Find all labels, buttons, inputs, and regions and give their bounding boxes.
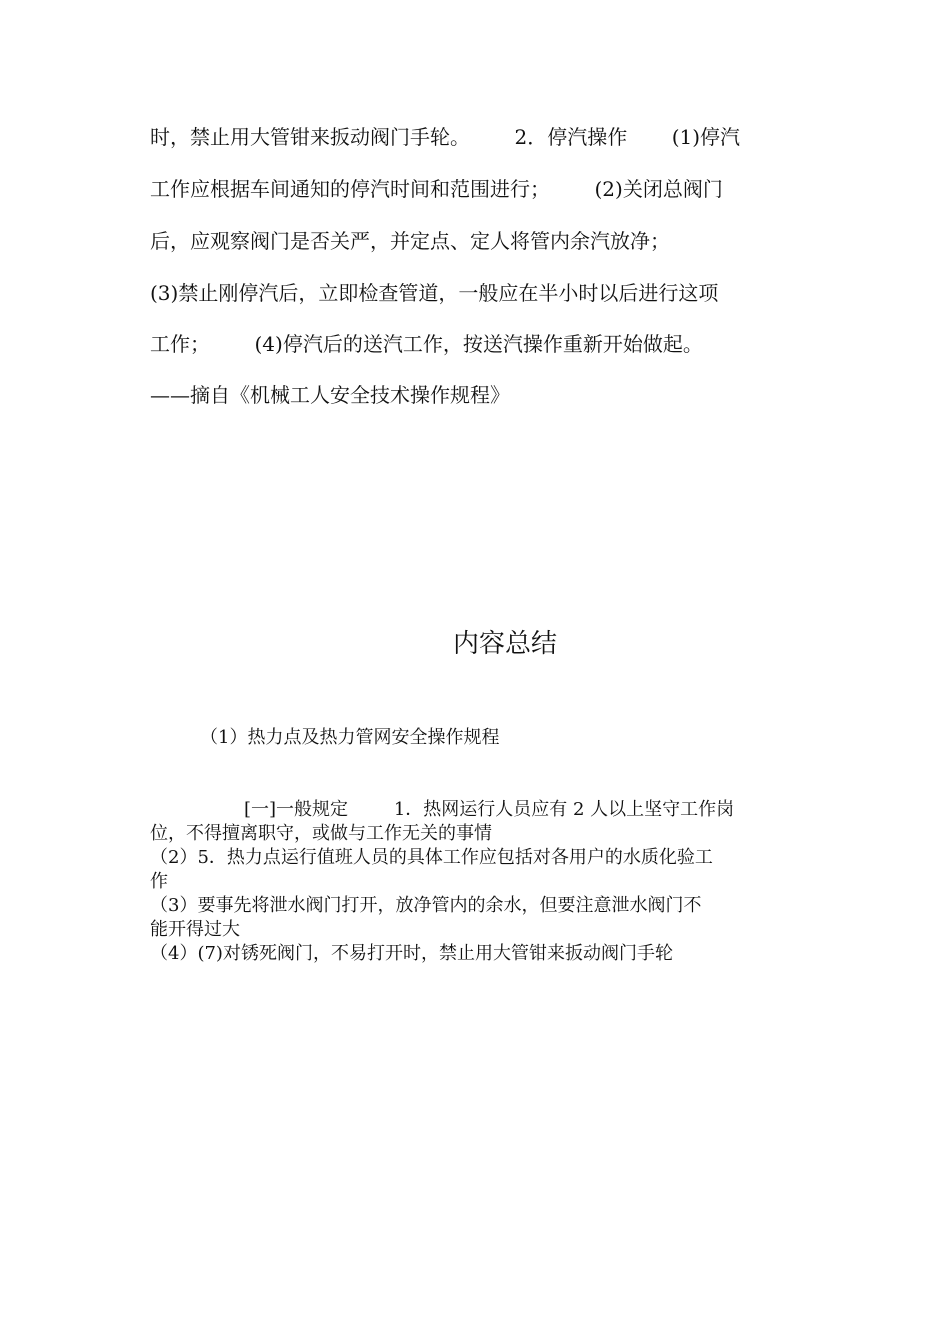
summary-line-3: （2）5．热力点运行值班人员的具体工作应包括对各用户的水质化验工	[150, 847, 713, 868]
body-text-line-2: 工作应根据车间通知的停汽时间和范围进行； (2)关闭总阀门	[150, 177, 723, 201]
summary-line-2: 位，不得擅离职守，或做与工作无关的事情	[150, 823, 492, 844]
body-text-line-3: 后，应观察阀门是否关严，并定点、定人将管内余汽放净；	[150, 229, 670, 253]
summary-line-5: （3）要事先将泄水阀门打开，放净管内的余水，但要注意泄水阀门不	[150, 895, 702, 916]
summary-line-7: （4）(7)对锈死阀门，不易打开时，禁止用大管钳来扳动阀门手轮	[150, 943, 673, 964]
summary-line-6: 能开得过大	[150, 919, 240, 940]
body-text-line-1: 时，禁止用大管钳来扳动阀门手轮。 2．停汽操作 (1)停汽	[150, 125, 741, 149]
summary-heading: （1）热力点及热力管网安全操作规程	[200, 727, 500, 748]
body-text-line-5: 工作； (4)停汽后的送汽工作，按送汽操作重新开始做起。	[150, 332, 703, 356]
body-text-line-4: (3)禁止刚停汽后，立即检查管道，一般应在半小时以后进行这项	[150, 281, 719, 305]
summary-line-1: [一]一般规定 1．热网运行人员应有 2 人以上坚守工作岗	[244, 799, 735, 820]
summary-line-4: 作	[150, 871, 168, 892]
source-citation: ——摘自《机械工人安全技术操作规程》	[150, 383, 510, 407]
summary-title: 内容总结	[452, 629, 557, 659]
